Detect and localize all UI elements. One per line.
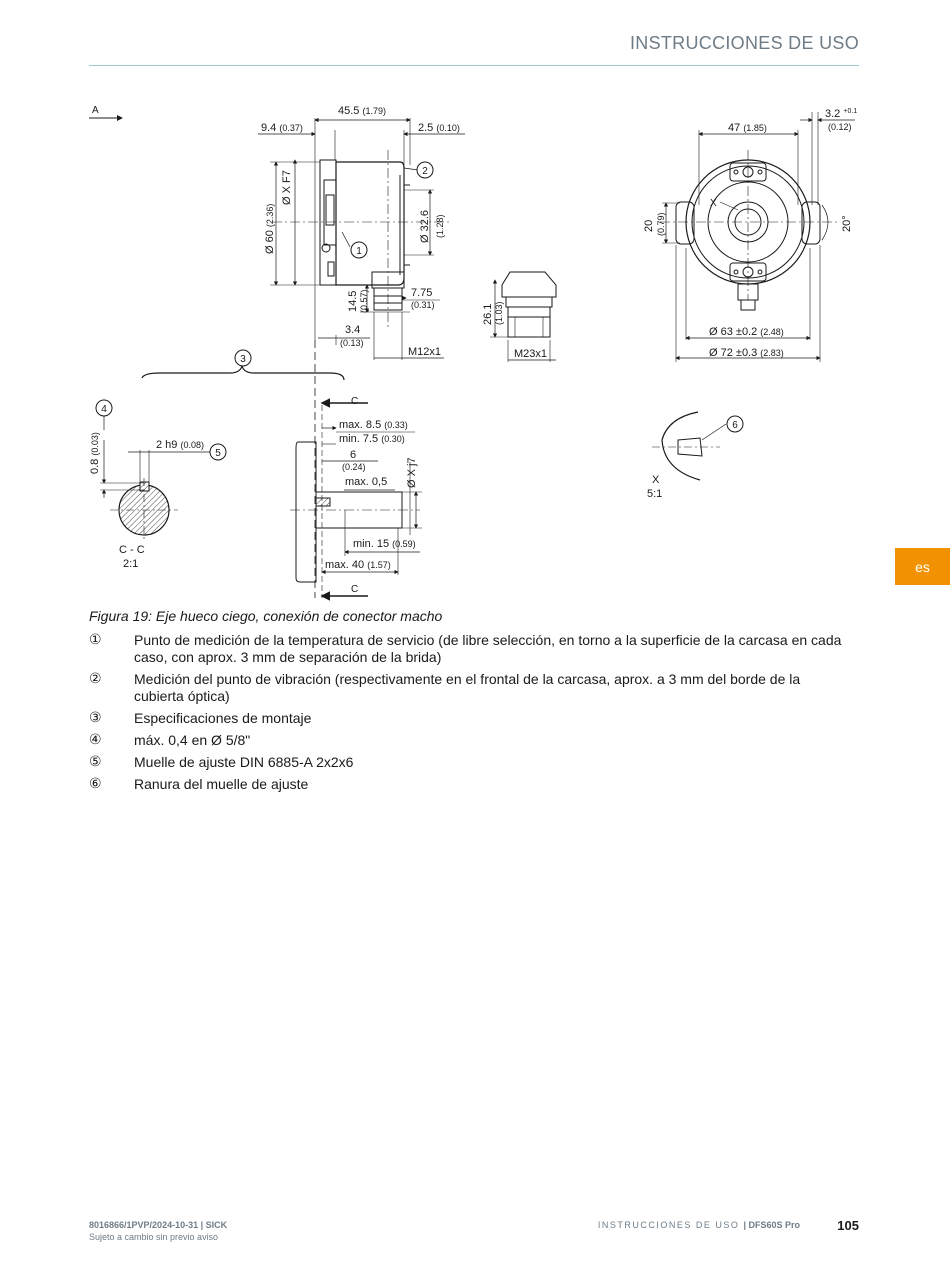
encoder-side-view: [258, 118, 465, 360]
dim-26-1: 26.1: [482, 303, 494, 325]
dim-14-5-in: (0.57): [359, 289, 369, 313]
dim-2-5: 2.5 (0.10): [418, 122, 460, 134]
callout-6-number: 6: [732, 420, 738, 431]
callout-markers: [96, 162, 743, 460]
dim-6: 6: [350, 449, 357, 461]
dim-7-75-in: (0.31): [411, 300, 435, 310]
section-cc-view: [100, 416, 210, 542]
dim-max-40: max. 40 (1.57): [325, 559, 391, 571]
dim-0-8: 0.8 (0.03): [89, 432, 101, 474]
page-number: 105: [837, 1218, 859, 1233]
callout-4-number: 4: [101, 404, 107, 415]
dim-min-15: min. 15 (0.59): [353, 538, 416, 550]
language-tab[interactable]: es: [895, 548, 950, 585]
dim-max-8-5: max. 8.5 (0.33): [339, 419, 408, 431]
dim-6-in: (0.24): [342, 462, 366, 472]
dim-45-5: 45.5 (1.79): [338, 105, 386, 117]
dim-3-2: 3.2 $^{+0.1}$: [825, 108, 858, 120]
dim-47: 47 (1.85): [728, 122, 767, 134]
dim-7-75: 7.75: [411, 287, 433, 299]
dim-dia-60: Ø 60 (2.36): [264, 203, 276, 254]
dim-dia-32-6-in: (1.28): [435, 214, 445, 238]
encoder-front-view: [660, 112, 855, 362]
dim-shaft-j7: Ø X j7: [406, 457, 418, 488]
callout-1-number: 1: [356, 246, 362, 257]
legend-number: ⑤: [89, 754, 102, 770]
technical-drawing: [0, 0, 950, 610]
legend-item: [89, 632, 849, 666]
section-c-bottom: C: [351, 584, 359, 595]
detail-x-view: [652, 412, 726, 480]
dim-2-h9: 2 h9 (0.08): [156, 439, 204, 451]
dim-bore-f7: Ø X F7: [281, 170, 293, 205]
detail-x-scale: 5:1: [647, 488, 663, 500]
legend-item: [89, 732, 849, 749]
dim-26-1-in: (1.03): [494, 301, 504, 325]
dim-3-4: 3.4: [345, 324, 361, 336]
dim-max-0-5: max. 0,5: [345, 476, 388, 488]
section-c-top: C: [351, 396, 359, 407]
legend-text: Punto de medición de la temperatura de servicio (de libre selección, en torno a la superficie de la carcasa en cada caso, con aprox. 3 mm de separación de la brida): [134, 632, 842, 665]
view-a-label: A: [92, 105, 99, 116]
page-header-title: INSTRUCCIONES DE USO: [629, 33, 859, 53]
footer-left: [89, 1219, 227, 1243]
detail-x-label: X: [652, 474, 660, 486]
footer-right: [598, 1220, 800, 1230]
legend-text: máx. 0,4 en Ø 5/8": [134, 732, 251, 748]
callout-5-number: 5: [215, 448, 221, 459]
dim-20: 20: [643, 219, 655, 232]
legend-item: [89, 754, 849, 771]
section-cc-label: C - C: [119, 544, 145, 556]
legend-text: Medición del punto de vibración (respectivamente en el frontal de la carcasa, aprox. a 3 mm del borde de la cubierta óptica): [134, 671, 801, 704]
figure-caption: Figura 19: Eje hueco ciego, conexión de conector macho: [89, 608, 443, 624]
footer-manual: INSTRUCCIONES DE USO: [597, 1220, 740, 1230]
footer-doc-ref: 8016866/1PVP/2024-10-31 | SICK: [89, 1220, 228, 1230]
legend-item: [89, 710, 849, 727]
callout-2-number: 2: [422, 166, 428, 177]
legend-number: ④: [89, 732, 102, 748]
thread-m23: M23x1: [514, 348, 548, 360]
detail-x-mark: X: [710, 198, 717, 209]
legend-number: ⑥: [89, 776, 102, 792]
legend-text: Ranura del muelle de ajuste: [134, 776, 309, 792]
dim-20-in: (0.79): [656, 212, 666, 236]
legend-number: ①: [89, 632, 102, 648]
section-cc-scale: 2:1: [123, 558, 139, 570]
dim-dia-63: Ø 63 ±0.2 (2.48): [709, 326, 784, 338]
mounting-brace: [142, 366, 344, 380]
dim-9-4: 9.4 (0.37): [261, 122, 303, 134]
footer-notice: Sujeto a cambio sin previo aviso: [89, 1232, 219, 1242]
legend-item: [89, 776, 849, 793]
dim-3-4-in: (0.13): [340, 338, 364, 348]
legend-number: ②: [89, 671, 102, 687]
footer-product: | DFS60S Pro: [743, 1220, 800, 1230]
thread-m12: M12x1: [408, 346, 442, 358]
dim-20-deg: 20°: [841, 215, 853, 232]
callout-3-number: 3: [240, 354, 246, 365]
legend-number: ③: [89, 710, 102, 726]
dim-14-5: 14.5: [347, 290, 359, 312]
figure-legend: [89, 632, 849, 798]
legend-text: Muelle de ajuste DIN 6885-A 2x2x6: [134, 754, 354, 770]
dim-3-2-in: (0.12): [828, 122, 852, 132]
dim-dia-32-6: Ø 32.6: [419, 209, 431, 243]
dim-dia-72: Ø 72 ±0.3 (2.83): [709, 347, 784, 359]
dim-min-7-5: min. 7.5 (0.30): [339, 433, 405, 445]
legend-item: [89, 671, 849, 705]
legend-text: Especificaciones de montaje: [134, 710, 312, 726]
